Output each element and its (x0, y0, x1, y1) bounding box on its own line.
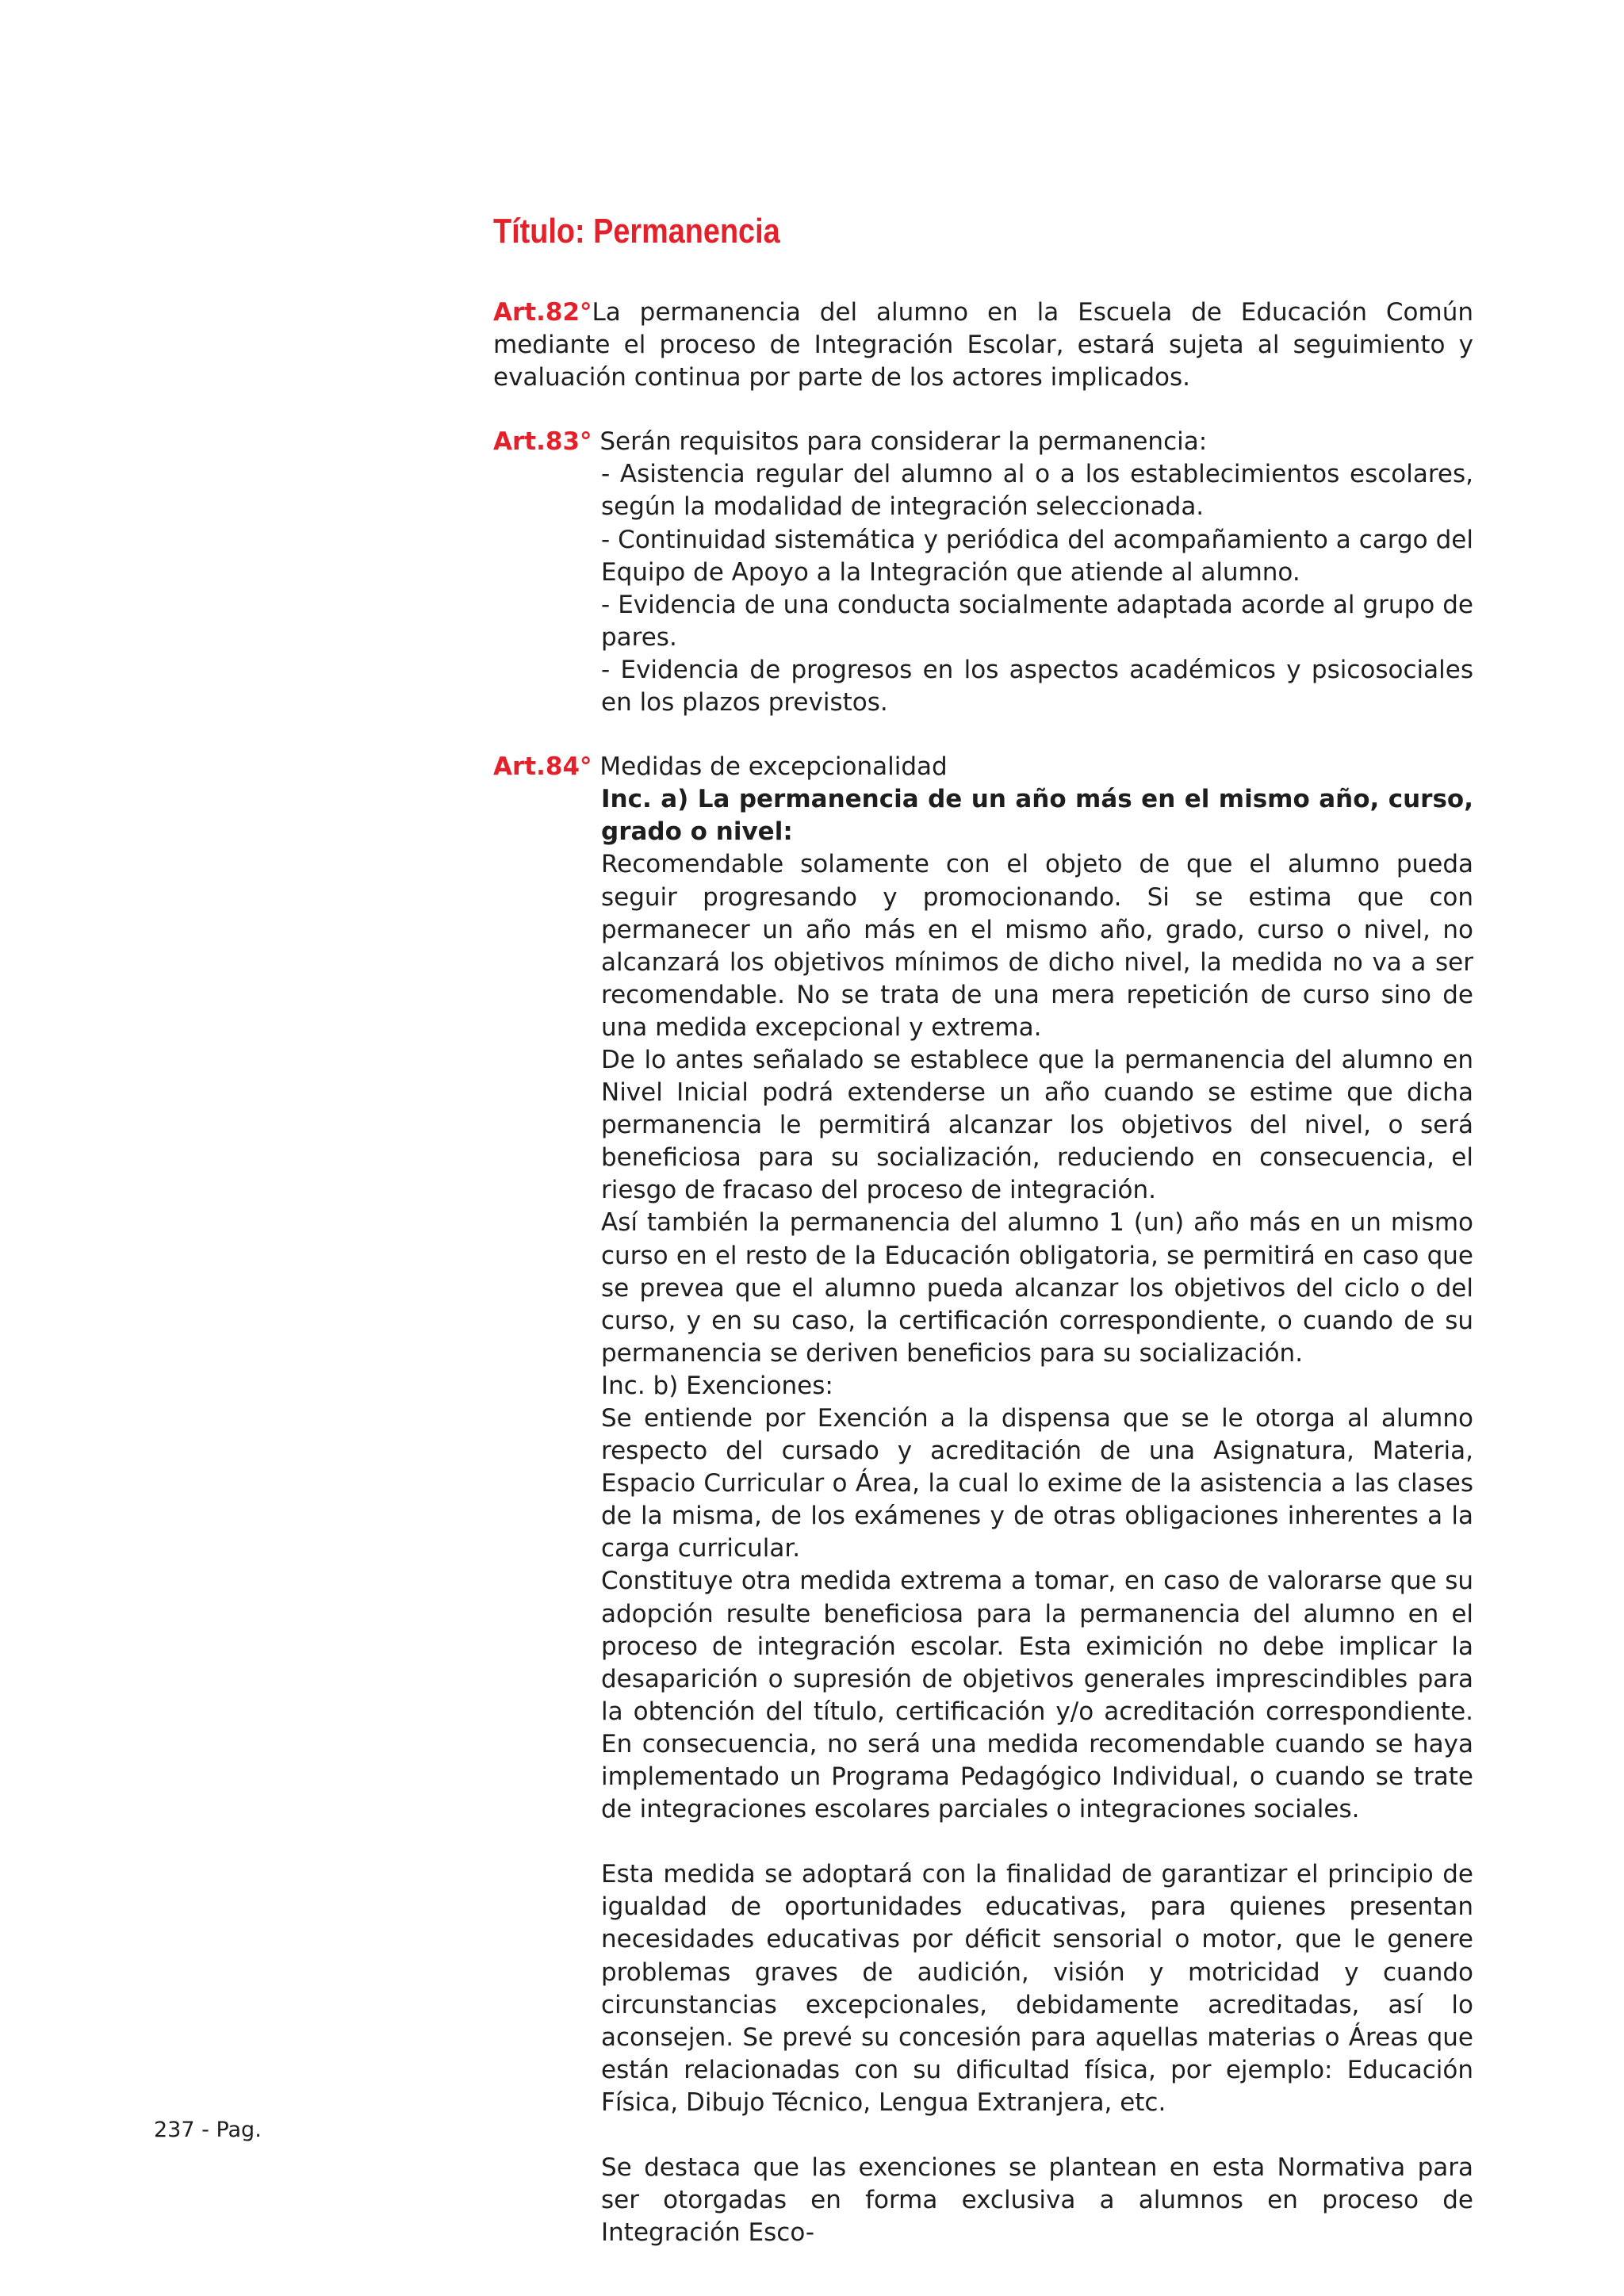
article-number: Art.83° (493, 427, 592, 457)
inc-a-paragraph: Recomendable solamente con el objeto de que el alumno pueda seguir progresando y promocionando. Si se estima que con permanecer un año más en el mismo año, grado, curso o nivel, no alcanzará los objetivos mínimos de dicho nivel, la medida no va a ser recomendable. No se trata de una mera repetición de curso sino de una medida excepcional y extrema. (601, 850, 1473, 1042)
article-82 (493, 297, 1473, 394)
list-item: - Evidencia de una conducta socialmente adaptada acorde al grupo de pares. (601, 590, 1473, 652)
article-83-intro (493, 426, 1473, 458)
closing-paragraph: Esta medida se adoptará con la finalidad de garantizar el principio de igualdad de oportunidades educativas, para quienes presentan necesidades educativas por déficit sensorial o motor, que le genere problemas graves de audición, visión y motricidad y cuando circunstancias excepcionales, debidamente acreditadas, así lo aconsejen. Se prevé su concesión para aquellas materias o Áreas que están relacionadas con su dificultad física, por ejemplo: Educación Física, Dibujo Técnico, Lengua Extranjera, etc. (601, 1860, 1473, 2117)
document-body (493, 297, 1473, 2281)
closing-paragraph: Se destaca que las exenciones se plantean en esta Normativa para ser otorgadas en forma exclusiva a alumnos en proceso de Integración Esco- (601, 2152, 1473, 2248)
inc-b-paragraph: Se entiende por Exención a la dispensa que se le otorga al alumno respecto del cursado y acreditación de una Asignatura, Materia, Espacio Curricular o Área, la cual lo exime de la asistencia a las clases de la misma, de los exámenes y de otras obligaciones inherentes a la carga curricular. (601, 1404, 1473, 1563)
article-84-body (493, 783, 1473, 2249)
article-number: Art.84° (493, 752, 592, 782)
article-number: Art.82° (493, 298, 592, 327)
page-title: Título: Permanencia (493, 212, 780, 251)
article-text: Medidas de excepcionalidad (592, 752, 948, 782)
article-82-paragraph (493, 297, 1473, 394)
article-text: La permanencia del alumno en la Escuela de Educación Común mediante el proceso de Integración Escolar, estará sujeta al seguimiento y evaluación continua por parte de los actores implicados. (493, 298, 1473, 392)
list-item: - Continuidad sistemática y periódica del acompañamiento a cargo del Equipo de Apoyo a la Integración que atiende al alumno. (601, 525, 1473, 587)
inc-b-paragraph: Constituye otra medida extrema a tomar, en caso de valorarse que su adopción resulte beneficiosa para la permanencia del alumno en el proceso de integración escolar. Esta eximición no debe implicar la desaparición o supresión de objetivos generales imprescindibles para la obtención del título, certificación y/o acreditación correspondiente. En consecuencia, no será una medida recomendable cuando se haya implementado un Programa Pedagógico Individual, o cuando se trate de integraciones escolares parciales o integraciones sociales. (601, 1567, 1473, 1824)
inc-a-heading: Inc. a) La permanencia de un año más en el mismo año, curso, grado o nivel: (601, 785, 1473, 847)
inc-a-paragraph: Así también la permanencia del alumno 1 (un) año más en un mismo curso en el resto de la Educación obligatoria, se permitirá en caso que se prevea que el alumno pueda alcanzar los objetivos del ciclo o del curso, y en su caso, la certificación correspondiente, o cuando de su permanencia se deriven beneficios para su socialización. (601, 1208, 1473, 1368)
article-text: Serán requisitos para considerar la permanencia: (592, 427, 1208, 457)
inc-a-paragraph: De lo antes señalado se establece que la permanencia del alumno en Nivel Inicial podrá extenderse un año cuando se estime que dicha permanencia le permitirá alcanzar los objetivos del nivel, o será beneficiosa para su socialización, reduciendo en consecuencia, el riesgo de fracaso del proceso de integración. (601, 1045, 1473, 1205)
inc-b-heading: Inc. b) Exenciones: (601, 1371, 833, 1400)
article-84 (493, 751, 1473, 2249)
article-83 (493, 426, 1473, 719)
requirements-list (493, 458, 1473, 719)
list-item: - Asistencia regular del alumno al o a los establecimientos escolares, según la modalidad de integración seleccionada. (601, 460, 1473, 522)
page-number: 237 - Pag. (154, 2118, 262, 2142)
article-84-intro (493, 751, 1473, 783)
list-item: - Evidencia de progresos en los aspectos académicos y psicosociales en los plazos previstos. (601, 655, 1473, 718)
